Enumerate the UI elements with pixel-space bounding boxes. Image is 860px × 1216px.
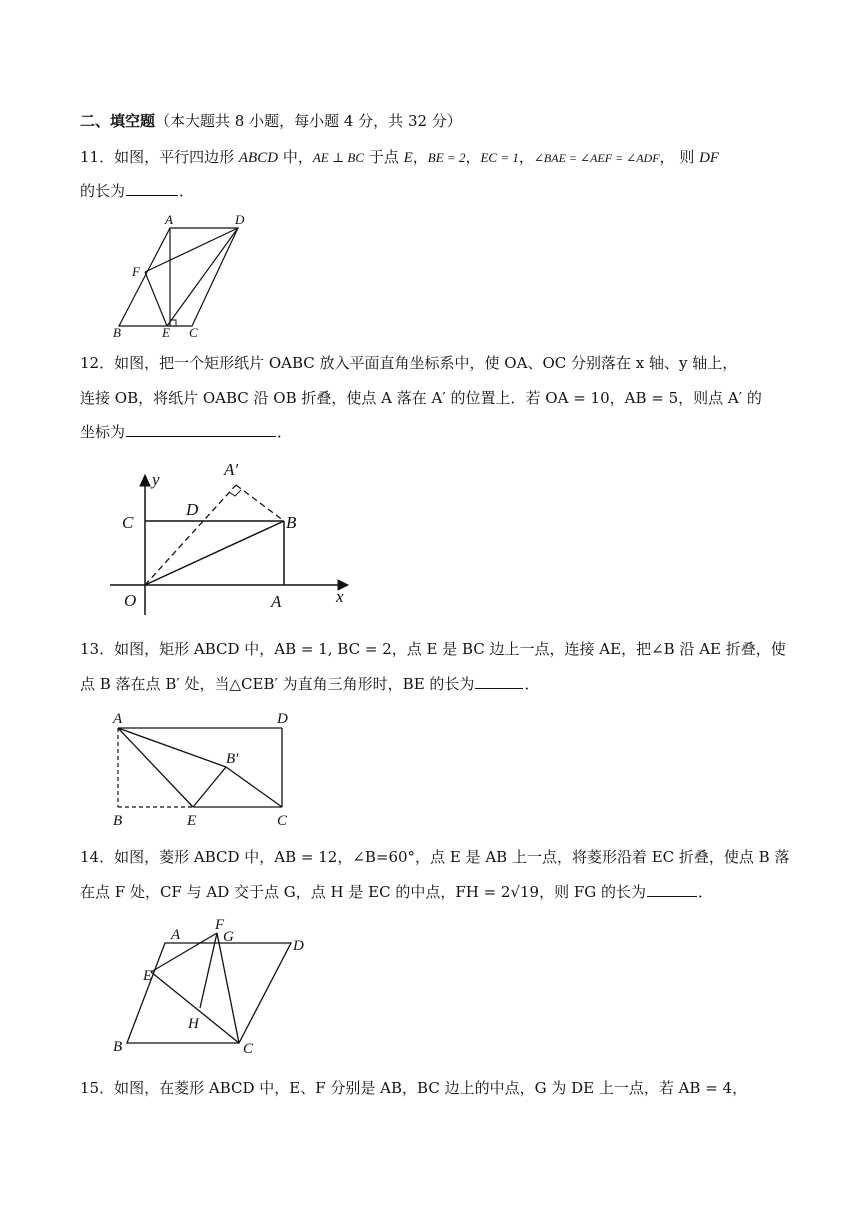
q11-sep: ， [518,148,534,166]
q13-segment-B'E [193,767,226,807]
q11-segment-FE [145,272,167,326]
q14-label-B: B [113,1039,123,1055]
q11-text: 如图，平行四边形 [114,148,239,166]
q11-angles: ∠BAE = ∠AEF = ∠ADF [533,151,660,165]
q13-segment-AE [118,728,193,807]
q12-label-D: D [186,500,199,519]
q13-label-E: E [187,813,197,829]
q14-label-D: D [293,938,304,954]
q11-ec: EC = 1 [480,150,519,165]
q12-label-O: O [124,591,137,610]
q11-number: 11． [80,148,115,166]
q11-label-C: C [189,325,198,340]
q11-text: 于点 [364,148,404,166]
q14-label-F: F [215,917,225,933]
q14-segment-EC [151,972,239,1043]
q11-shape: ABCD [238,150,279,166]
q12-segment-OB [145,521,284,585]
q12-line3 [80,421,292,443]
q13-line2 [80,673,539,695]
q12-y-arrow [140,475,150,486]
q13-label-B: B [113,813,123,829]
q14-segment-FH [200,933,217,1008]
q11-text: ， 则 [659,148,700,166]
q11-segment-DE [167,228,238,326]
q12-label-x: x [336,587,344,606]
answer-blank[interactable] [647,882,697,897]
q12-line1 [80,352,737,374]
q14-label-G: G [223,929,234,945]
q14-figure [105,913,325,1058]
q12-text: 坐标为 [80,423,126,441]
answer-blank[interactable] [126,422,276,437]
q11-label-F: F [132,264,140,279]
q11-point: E [403,150,413,166]
q12-right-angle [229,490,241,496]
q12-line2 [80,387,762,409]
q13-segment-B'C [226,767,282,807]
q15-line1 [80,1077,747,1099]
q13-end: ． [524,675,540,693]
q11-end: ． [179,182,195,200]
q13-label-C: C [277,813,288,829]
q12-label-A': A′ [224,460,239,479]
q12-end: ． [277,423,293,441]
q11-line2 [80,180,194,202]
q14-label-C: C [243,1041,254,1057]
q14-end: ． [698,883,714,901]
q12-label-A: A [271,592,282,611]
q13-label-D: D [277,711,288,727]
q11-df: DF [699,150,720,166]
q11-figure [105,210,265,340]
q12-dashed-A'B [236,485,284,521]
q13-figure [105,705,315,830]
q12-label-C: C [122,513,134,532]
q13-text: 点 B 落在点 B′ 处，当△CEB′ 为直角三角形时，BE 的长为 [80,675,475,693]
q12-label-B: B [286,513,297,532]
q14-text: 在点 F 处，CF 与 AD 交于点 G，点 H 是 EC 的中点，FH = 2√19，则 FG 的长为 [80,883,647,901]
q11-text: 的长为 [80,182,126,200]
q14-line2 [80,881,713,903]
q11-label-D: D [235,212,245,227]
q13-segment-AB' [118,728,226,767]
q12-text: 连接 OB，将纸片 OABC 沿 OB 折叠，使点 A 落在 A′ 的位置上．若 OA = 10，AB = 5，则点 A′ 的 [80,389,762,407]
q14-segment-FC [217,933,239,1043]
q11-sep: ， [465,148,481,166]
q11-condition: AE ⊥ BC [312,150,365,165]
q14-rhombus [127,943,291,1043]
q14-label-E: E [143,968,153,984]
answer-blank[interactable] [475,674,523,689]
q11-label-A: A [165,212,173,227]
q11-text: 中， [278,148,313,166]
answer-blank[interactable] [126,181,178,196]
q15-text: 如图，在菱形 ABCD 中，E、F 分别是 AB，BC 边上的中点，G 为 DE 上一点，若 AB = 4， [114,1079,748,1097]
q13-text: 如图，矩形 ABCD 中，AB = 1, BC = 2，点 E 是 BC 边上一点，连接 AE，把∠B 沿 AE 折叠，使 [114,640,786,658]
q13-label-B': B′ [226,751,239,767]
q13-line1 [80,638,786,660]
q11-label-B: B [113,325,121,340]
q13-number: 13． [80,640,115,658]
q11-line1 [80,146,719,169]
q14-text: 如图，菱形 ABCD 中，AB = 12，∠B=60°，点 E 是 AB 上一点，将菱形沿着 EC 折叠，使点 B 落 [114,848,790,866]
q11-label-E: E [162,325,170,340]
section-note: （本大题共 8 小题，每小题 4 分，共 32 分） [155,112,462,130]
q14-label-A: A [171,927,181,943]
q14-label-H: H [188,1016,199,1032]
q12-figure [110,455,360,625]
section-title: 二、填空题 [80,112,156,130]
q12-label-y: y [152,470,160,489]
q12-number: 12． [80,354,115,372]
q14-number: 14． [80,848,115,866]
q13-label-A: A [113,711,123,727]
q14-line1 [80,846,789,868]
section-heading [80,110,462,132]
q11-be: BE = 2 [427,150,466,165]
q11-sep: ， [412,148,428,166]
q12-text: 如图，把一个矩形纸片 OABC 放入平面直角坐标系中，使 OA、OC 分别落在 x 轴、y 轴上， [114,354,738,372]
q15-number: 15． [80,1079,115,1097]
